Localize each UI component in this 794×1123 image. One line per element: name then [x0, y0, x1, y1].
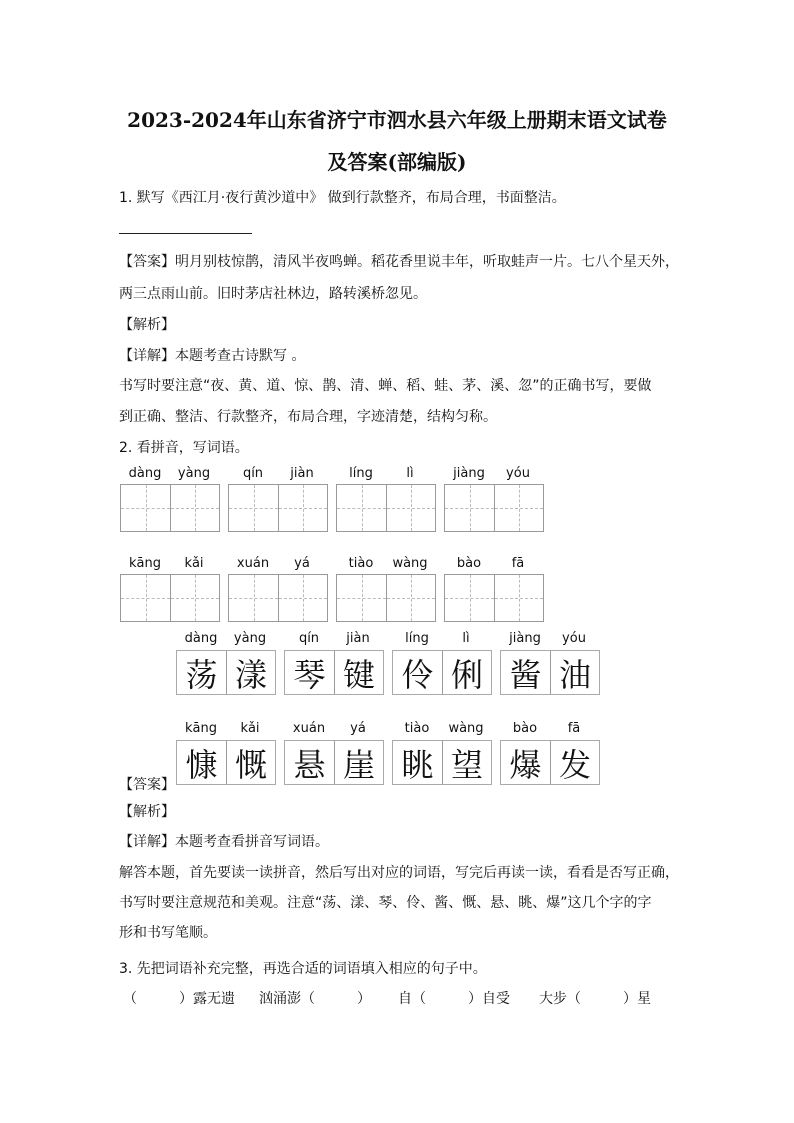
pinyin: kāng [185, 721, 217, 736]
writing-cell[interactable] [121, 575, 170, 621]
writing-box [120, 484, 220, 532]
writing-box [228, 484, 328, 532]
answer-char: 眺 [401, 745, 434, 784]
pinyin: kǎi [184, 556, 204, 571]
answer-box [176, 740, 276, 785]
answer-char: 荡 [185, 655, 218, 694]
pinyin: fā [511, 556, 525, 571]
pinyin: jiàng [453, 466, 485, 481]
pinyin: kāng [129, 556, 161, 571]
answer-char: 悬 [293, 745, 326, 784]
writing-cell[interactable] [494, 575, 543, 621]
answer-box [284, 650, 384, 695]
pinyin: lì [462, 631, 470, 646]
writing-cell[interactable] [278, 575, 327, 621]
answer-box [176, 650, 276, 695]
answer-cell [226, 651, 275, 694]
writing-cell[interactable] [386, 485, 435, 531]
pinyin: yá [294, 556, 310, 571]
pinyin: kǎi [240, 721, 260, 736]
pinyin: yóu [562, 631, 586, 646]
answer-char: 慨 [234, 745, 267, 784]
pinyin-row-1 [0, 466, 794, 484]
q1-answer-underline [119, 233, 252, 234]
pinyin: yá [350, 721, 366, 736]
writing-cell[interactable] [445, 485, 494, 531]
answer-pinyin-row-1 [0, 631, 794, 649]
writing-cell[interactable] [445, 575, 494, 621]
answer-box [392, 740, 492, 785]
answer-char: 键 [342, 655, 375, 694]
answer-cell [177, 741, 226, 784]
pinyin: bào [512, 721, 538, 736]
answer-char: 漾 [234, 655, 267, 694]
writing-box [336, 484, 436, 532]
answer-char: 伶 [401, 655, 434, 694]
answer-cell [501, 651, 550, 694]
answer-pinyin-row-2 [0, 721, 794, 739]
pinyin: lì [406, 466, 414, 481]
writing-cell[interactable] [278, 485, 327, 531]
q2-detail: 【详解】本题考查看拼音写词语。 [119, 834, 329, 850]
writing-cell[interactable] [494, 485, 543, 531]
answer-char: 望 [450, 745, 483, 784]
pinyin: jiàng [509, 631, 541, 646]
q2-detail-line2: 解答本题，首先要读一读拼音，然后写出对应的词语，写完后再读一读，看看是否写正确， [119, 865, 679, 881]
document-title-line2: 及答案(部编版) [327, 150, 467, 174]
writing-box [336, 574, 436, 622]
answer-cell [334, 651, 383, 694]
writing-box [444, 484, 544, 532]
answer-cell [226, 741, 275, 784]
q2-answer-label: 【答案】 [119, 777, 175, 793]
answer-cell [285, 651, 334, 694]
writing-cell[interactable] [386, 575, 435, 621]
writing-cell[interactable] [170, 485, 219, 531]
answer-cell [285, 741, 334, 784]
writing-cell[interactable] [170, 575, 219, 621]
q1-answer-line1: 【答案】明月别枝惊鹊，清风半夜鸣蝉。稻花香里说丰年，听取蛙声一片。七八个星天外， [119, 254, 679, 270]
q1-question: 1. 默写《西江月·夜行黄沙道中》 做到行款整齐，布局合理，书面整洁。 [119, 190, 566, 206]
pinyin: tiào [348, 556, 374, 571]
pinyin: yóu [506, 466, 530, 481]
writing-box [120, 574, 220, 622]
answer-cell [501, 741, 550, 784]
answer-cell [177, 651, 226, 694]
answer-box [284, 740, 384, 785]
answer-box [500, 740, 600, 785]
answer-char: 崖 [342, 745, 375, 784]
q3-item: 汹涌澎（ ） [259, 991, 371, 1007]
pinyin: fā [567, 721, 581, 736]
answer-char: 慷 [185, 745, 218, 784]
q1-detail-line2: 书写时要注意“夜、黄、道、惊、鹊、清、蝉、稻、蛙、茅、溪、忽”的正确书写，要做 [119, 378, 652, 394]
answer-char: 俐 [450, 655, 483, 694]
pinyin: qín [298, 631, 320, 646]
answer-cell [442, 741, 491, 784]
pinyin: qín [242, 466, 264, 481]
answer-char: 琴 [293, 655, 326, 694]
pinyin: dàng [184, 631, 218, 646]
pinyin: xuán [292, 721, 326, 736]
pinyin: wàng [392, 556, 428, 571]
writing-box [228, 574, 328, 622]
pinyin: xuán [236, 556, 270, 571]
answer-cell [550, 741, 599, 784]
pinyin: yàng [233, 631, 267, 646]
answer-cell [550, 651, 599, 694]
answer-cell [393, 741, 442, 784]
pinyin: dàng [128, 466, 162, 481]
q3-item: 大步（ ）星 [539, 991, 651, 1007]
q2-analysis-label: 【解析】 [119, 804, 175, 820]
pinyin: jiàn [346, 631, 370, 646]
q3-item: （ ）露无遗 [123, 991, 235, 1007]
q1-detail-line3: 到正确、整洁、行款整齐，布局合理，字迹清楚，结构匀称。 [119, 409, 497, 425]
pinyin: líng [405, 631, 429, 646]
answer-box [392, 650, 492, 695]
pinyin: yàng [177, 466, 211, 481]
answer-cell [393, 651, 442, 694]
pinyin: wàng [448, 721, 484, 736]
writing-cell[interactable] [229, 575, 278, 621]
q3-question: 3. 先把词语补充完整，再选合适的词语填入相应的句子中。 [119, 961, 487, 977]
writing-cell[interactable] [229, 485, 278, 531]
q2-question: 2. 看拼音，写词语。 [119, 440, 249, 456]
pinyin-row-2 [0, 556, 794, 574]
answer-char: 油 [558, 655, 591, 694]
answer-cell [334, 741, 383, 784]
answer-char: 发 [558, 745, 591, 784]
q1-analysis-label: 【解析】 [119, 317, 175, 333]
answer-box [500, 650, 600, 695]
writing-box [444, 574, 544, 622]
pinyin: bào [456, 556, 482, 571]
answer-char: 酱 [509, 655, 542, 694]
q1-answer-line2: 两三点雨山前。旧时茅店社林边，路转溪桥忽见。 [119, 286, 427, 302]
pinyin: jiàn [290, 466, 314, 481]
q1-detail: 【详解】本题考查古诗默写 。 [119, 348, 306, 364]
writing-cell[interactable] [337, 485, 386, 531]
q2-detail-line3: 书写时要注意规范和美观。注意“荡、漾、琴、伶、酱、慨、悬、眺、爆”这几个字的字 [119, 895, 652, 911]
q2-detail-line4: 形和书写笔顺。 [119, 925, 217, 941]
answer-cell [442, 651, 491, 694]
document-title-line1: 2023-2024年山东省济宁市泗水县六年级上册期末语文试卷 [127, 108, 667, 132]
writing-cell[interactable] [337, 575, 386, 621]
answer-char: 爆 [509, 745, 542, 784]
pinyin: líng [349, 466, 373, 481]
writing-cell[interactable] [121, 485, 170, 531]
q3-item: 自（ ）自受 [398, 991, 510, 1007]
pinyin: tiào [404, 721, 430, 736]
